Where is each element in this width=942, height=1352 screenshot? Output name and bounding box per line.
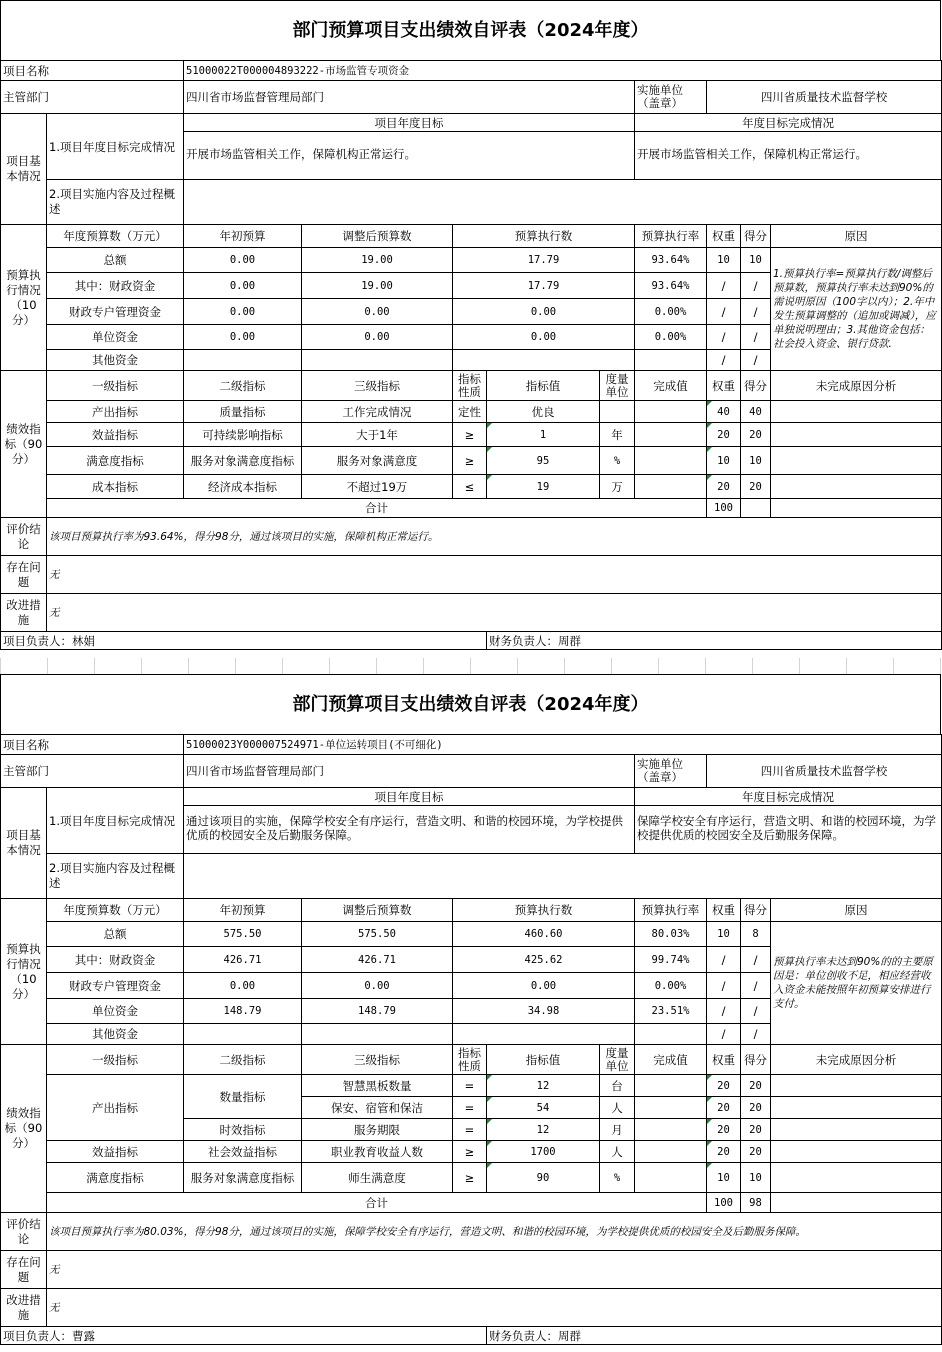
perf-header: 得分 (741, 1045, 771, 1075)
budget-cell: 17.79 (453, 273, 635, 299)
perf-header: 指标性质 (453, 371, 487, 401)
perf-header: 完成值 (635, 371, 707, 401)
dept-value: 四川省市场监督管理局部门 (184, 81, 635, 114)
project-name-label: 项目名称 (1, 61, 184, 81)
perf-cell: 满意度指标 (47, 447, 184, 475)
perf-cell: 成本指标 (47, 475, 184, 499)
budget-cell: 426.71 (184, 947, 302, 973)
budget-cell: 单位资金 (47, 999, 184, 1024)
perf-cell: 时效指标 (184, 1119, 302, 1141)
perf-cell: 20 (741, 1119, 771, 1141)
perf-row (1, 423, 942, 447)
budget-header: 调整后预算数 (302, 225, 453, 248)
budget-cell: 总额 (47, 922, 184, 947)
perf-cell: 台 (600, 1075, 635, 1097)
perf-cell (600, 401, 635, 423)
budget-cell: 148.79 (184, 999, 302, 1024)
perf-header: 权重 (707, 1045, 741, 1075)
budget-cell: 575.50 (302, 922, 453, 947)
budget-cell: 460.60 (453, 922, 635, 947)
budget-cell: 0.00 (302, 973, 453, 999)
budget-header: 预算执行率 (635, 225, 707, 248)
perf-cell (771, 1141, 942, 1163)
perf-cell (771, 1075, 942, 1097)
perf-cell: 20 (741, 423, 771, 447)
form-table (0, 734, 942, 1345)
owner-text: 项目负责人：林娟 (1, 632, 487, 650)
unit-label: 实施单位 （盖章） (635, 81, 707, 114)
dept-label: 主管部门 (1, 81, 184, 114)
perf-cell: 数量指标 (184, 1075, 302, 1119)
total-blank (771, 1193, 942, 1213)
budget-cell: 99.74% (635, 947, 707, 973)
budget-cell (635, 350, 707, 371)
budget-cell: 19.00 (302, 248, 453, 273)
basic-info-label: 项目基本情况 (1, 114, 47, 225)
budget-cell: 总额 (47, 248, 184, 273)
total-label: 合计 (47, 1193, 707, 1213)
issue-text: 无 (47, 1251, 942, 1289)
project-name-label: 项目名称 (1, 735, 184, 755)
budget-cell: / (707, 947, 741, 973)
budget-cell: 0.00 (302, 325, 453, 350)
perf-cell: 经济成本指标 (184, 475, 302, 499)
budget-cell: 0.00 (453, 973, 635, 999)
perf-cell: 效益指标 (47, 423, 184, 447)
project-name-value: 51000022T000004893222-市场监管专项资金 (184, 61, 942, 81)
budget-cell: 10 (707, 248, 741, 273)
goal-2-label: 2.项目实施内容及过程概述 (47, 854, 184, 899)
perf-cell (635, 423, 707, 447)
done-text: 保障学校安全有序运行，营造文明、和谐的校园环境，为学校提供优质的校园安全及后勤服务保障。 (635, 806, 942, 854)
budget-cell (635, 1024, 707, 1045)
budget-header: 权重 (707, 899, 741, 922)
budget-cell: 财政专户管理资金 (47, 299, 184, 325)
perf-cell: 产出指标 (47, 1075, 184, 1141)
goal-1-label: 1.项目年度目标完成情况 (47, 114, 184, 180)
budget-cell: 23.51% (635, 999, 707, 1024)
perf-cell: 19 (487, 475, 600, 499)
budget-header: 预算执行率 (635, 899, 707, 922)
budget-cell: 575.50 (184, 922, 302, 947)
perf-cell: 产出指标 (47, 401, 184, 423)
perf-cell (635, 447, 707, 475)
perf-header: 三级指标 (302, 371, 453, 401)
perf-cell: 人 (600, 1141, 635, 1163)
budget-cell: / (707, 1024, 741, 1045)
budget-cell: 0.00% (635, 299, 707, 325)
perf-cell: 服务对象满意度指标 (184, 447, 302, 475)
budget-cell: 426.71 (302, 947, 453, 973)
eval-text: 该项目预算执行率为80.03%，得分98分，通过该项目的实施，保障学校安全有序运行，营造文明、和谐的校园环境，为学校提供优质的校园安全及后勤服务保障。 (47, 1213, 942, 1251)
perf-cell: 万 (600, 475, 635, 499)
project-name-value: 51000023Y000007524971-单位运转项目(不可细化) (184, 735, 942, 755)
perf-cell: 20 (741, 1097, 771, 1119)
perf-cell: 12 (487, 1075, 600, 1097)
perf-cell: 12 (487, 1119, 600, 1141)
perf-row (1, 1075, 942, 1097)
budget-cell: 其中：财政资金 (47, 947, 184, 973)
perf-cell: 质量指标 (184, 401, 302, 423)
perf-cell (635, 1163, 707, 1193)
improve-text: 无 (47, 1289, 942, 1327)
unit-label: 实施单位 （盖章） (635, 755, 707, 788)
perf-cell: 社会效益指标 (184, 1141, 302, 1163)
perf-header: 一级指标 (47, 1045, 184, 1075)
budget-header: 年度预算数（万元） (47, 225, 184, 248)
budget-cell: 93.64% (635, 273, 707, 299)
perf-cell: = (453, 1119, 487, 1141)
perf-cell: % (600, 1163, 635, 1193)
perf-cell: 10 (707, 447, 741, 475)
perf-cell (635, 401, 707, 423)
done-text: 开展市场监管相关工作，保障机构正常运行。 (635, 132, 942, 180)
perf-cell: 1700 (487, 1141, 600, 1163)
budget-cell (302, 1024, 453, 1045)
budget-cell: 其中：财政资金 (47, 273, 184, 299)
perf-cell (771, 475, 942, 499)
improve-label: 改进措施 (1, 594, 47, 632)
perf-cell: 54 (487, 1097, 600, 1119)
perf-cell: 20 (707, 475, 741, 499)
perf-cell: 10 (741, 447, 771, 475)
perf-header: 二级指标 (184, 1045, 302, 1075)
perf-cell (771, 401, 942, 423)
budget-cell: / (707, 973, 741, 999)
perf-cell: 满意度指标 (47, 1163, 184, 1193)
perf-row (1, 475, 942, 499)
perf-cell: 服务对象满意度 (302, 447, 453, 475)
evaluation-form-1 (0, 0, 941, 658)
budget-cell: 148.79 (302, 999, 453, 1024)
done-header: 年度目标完成情况 (635, 788, 942, 806)
budget-cell: / (707, 273, 741, 299)
perf-cell (771, 1097, 942, 1119)
budget-cell: 80.03% (635, 922, 707, 947)
perf-cell: 服务期限 (302, 1119, 453, 1141)
budget-cell: / (707, 350, 741, 371)
perf-header: 二级指标 (184, 371, 302, 401)
budget-cell: / (707, 299, 741, 325)
budget-cell: 0.00 (453, 325, 635, 350)
budget-header: 原因 (771, 899, 942, 922)
total-blank (771, 499, 942, 518)
perf-cell (635, 475, 707, 499)
improve-text: 无 (47, 594, 942, 632)
budget-cell: 财政专户管理资金 (47, 973, 184, 999)
perf-cell: = (453, 1097, 487, 1119)
budget-cell: / (707, 999, 741, 1024)
perf-header: 未完成原因分析 (771, 371, 942, 401)
done-header: 年度目标完成情况 (635, 114, 942, 132)
issue-text: 无 (47, 556, 942, 594)
perf-cell: 职业教育收益人数 (302, 1141, 453, 1163)
perf-cell: 1 (487, 423, 600, 447)
form-title: 部门预算项目支出绩效自评表（2024年度） (0, 674, 941, 734)
perf-cell: 工作完成情况 (302, 401, 453, 423)
perf-row (1, 1163, 942, 1193)
budget-cell: / (741, 947, 771, 973)
perf-header: 三级指标 (302, 1045, 453, 1075)
perf-row (1, 447, 942, 475)
budget-cell: / (707, 325, 741, 350)
perf-header: 一级指标 (47, 371, 184, 401)
budget-header: 预算执行数 (453, 899, 635, 922)
perf-header: 得分 (741, 371, 771, 401)
budget-cell: 0.00 (184, 325, 302, 350)
perf-label: 绩效指标（90分） (1, 1045, 47, 1213)
budget-cell: 17.79 (453, 248, 635, 273)
perf-cell: 20 (707, 1097, 741, 1119)
form-table (0, 60, 942, 650)
budget-cell: / (741, 273, 771, 299)
budget-cell: 其他资金 (47, 350, 184, 371)
perf-cell (771, 423, 942, 447)
budget-row (1, 248, 942, 273)
perf-cell (771, 447, 942, 475)
perf-cell: 90 (487, 1163, 600, 1193)
budget-cell: 其他资金 (47, 1024, 184, 1045)
perf-cell: ≤ (453, 475, 487, 499)
budget-header: 权重 (707, 225, 741, 248)
owner-text: 项目负责人：曹露 (1, 1327, 487, 1345)
budget-cell: 单位资金 (47, 325, 184, 350)
budget-cell: 0.00 (184, 273, 302, 299)
perf-header: 度量单位 (600, 371, 635, 401)
budget-label: 预算执行情况（10分） (1, 225, 47, 371)
budget-header: 预算执行数 (453, 225, 635, 248)
perf-cell: 效益指标 (47, 1141, 184, 1163)
budget-cell: 34.98 (453, 999, 635, 1024)
perf-header: 权重 (707, 371, 741, 401)
goal-1-label: 1.项目年度目标完成情况 (47, 788, 184, 854)
perf-cell: 20 (741, 1141, 771, 1163)
perf-header: 未完成原因分析 (771, 1045, 942, 1075)
perf-header: 指标值 (487, 1045, 600, 1075)
total-weight: 100 (707, 1193, 741, 1213)
budget-header: 年初预算 (184, 225, 302, 248)
goal-2-text (184, 854, 942, 899)
budget-header: 得分 (741, 225, 771, 248)
perf-cell: 40 (741, 401, 771, 423)
unit-value: 四川省质量技术监督学校 (707, 755, 942, 788)
budget-cell (184, 1024, 302, 1045)
perf-cell: ≥ (453, 447, 487, 475)
perf-cell (635, 1075, 707, 1097)
perf-cell: 20 (707, 1075, 741, 1097)
perf-cell: 保安、宿管和保洁 (302, 1097, 453, 1119)
budget-cell: 0.00 (184, 973, 302, 999)
goal-text: 通过该项目的实施，保障学校安全有序运行，营造文明、和谐的校园环境，为学校提供优质的校园安全及后勤服务保障。 (184, 806, 635, 854)
perf-cell: 20 (707, 423, 741, 447)
perf-header: 指标值 (487, 371, 600, 401)
goal-text: 开展市场监管相关工作，保障机构正常运行。 (184, 132, 635, 180)
finance-text: 财务负责人：周群 (487, 632, 942, 650)
perf-row (1, 1141, 942, 1163)
budget-label: 预算执行情况（10分） (1, 899, 47, 1045)
evaluation-form-2 (0, 674, 941, 1352)
dept-value: 四川省市场监督管理局部门 (184, 755, 635, 788)
goal-2-text (184, 180, 942, 225)
budget-cell: 0.00 (184, 299, 302, 325)
budget-header: 年初预算 (184, 899, 302, 922)
total-score (741, 499, 771, 518)
perf-cell: 20 (707, 1119, 741, 1141)
goal-header: 项目年度目标 (184, 114, 635, 132)
perf-cell: 优良 (487, 401, 600, 423)
budget-cell: / (741, 350, 771, 371)
perf-label: 绩效指标（90分） (1, 371, 47, 518)
budget-cell (184, 350, 302, 371)
perf-cell: 不超过19万 (302, 475, 453, 499)
budget-header: 原因 (771, 225, 942, 248)
budget-cell: / (741, 973, 771, 999)
budget-cell: 425.62 (453, 947, 635, 973)
perf-cell: 服务对象满意度指标 (184, 1163, 302, 1193)
perf-cell: 40 (707, 401, 741, 423)
budget-cell: 93.64% (635, 248, 707, 273)
total-score: 98 (741, 1193, 771, 1213)
total-label: 合计 (47, 499, 707, 518)
perf-cell: 20 (741, 1075, 771, 1097)
perf-cell: 20 (707, 1141, 741, 1163)
budget-row (1, 922, 942, 947)
eval-text: 该项目预算执行率为93.64%，得分98分，通过该项目的实施，保障机构正常运行。 (47, 518, 942, 556)
budget-cell: 10 (741, 248, 771, 273)
perf-cell: 大于1年 (302, 423, 453, 447)
perf-cell: ≥ (453, 1141, 487, 1163)
budget-cell (302, 350, 453, 371)
budget-cell: / (741, 999, 771, 1024)
issue-label: 存在问题 (1, 556, 47, 594)
perf-cell: 20 (741, 475, 771, 499)
perf-cell: 师生满意度 (302, 1163, 453, 1193)
perf-cell: 10 (707, 1163, 741, 1193)
perf-header: 度量单位 (600, 1045, 635, 1075)
perf-cell: 定性 (453, 401, 487, 423)
issue-label: 存在问题 (1, 1251, 47, 1289)
form-title: 部门预算项目支出绩效自评表（2024年度） (0, 0, 941, 60)
budget-cell (453, 1024, 635, 1045)
perf-cell: ≥ (453, 1163, 487, 1193)
perf-cell: = (453, 1075, 487, 1097)
perf-cell: 智慧黑板数量 (302, 1075, 453, 1097)
perf-cell (635, 1119, 707, 1141)
budget-cell: 0.00 (184, 248, 302, 273)
perf-cell: 可持续影响指标 (184, 423, 302, 447)
perf-cell: % (600, 447, 635, 475)
budget-cell: 10 (707, 922, 741, 947)
budget-cell: / (741, 299, 771, 325)
perf-cell: 月 (600, 1119, 635, 1141)
eval-label: 评价结论 (1, 518, 47, 556)
unit-value: 四川省质量技术监督学校 (707, 81, 942, 114)
dept-label: 主管部门 (1, 755, 184, 788)
budget-cell (453, 350, 635, 371)
budget-reason: 预算执行率未达到90%的的主要原因是：单位创收不足，相应经营收入资金未能按照年初预算安排进行支付。 (771, 922, 942, 1045)
perf-row (1, 401, 942, 423)
budget-cell: 0.00 (453, 299, 635, 325)
budget-cell: 8 (741, 922, 771, 947)
perf-cell: ≥ (453, 423, 487, 447)
budget-cell: / (741, 325, 771, 350)
eval-label: 评价结论 (1, 1213, 47, 1251)
perf-header: 完成值 (635, 1045, 707, 1075)
perf-cell (771, 1119, 942, 1141)
basic-info-label: 项目基本情况 (1, 788, 47, 899)
improve-label: 改进措施 (1, 1289, 47, 1327)
budget-cell: 0.00 (302, 299, 453, 325)
goal-header: 项目年度目标 (184, 788, 635, 806)
total-weight: 100 (707, 499, 741, 518)
budget-reason: 1.预算执行率=预算执行数/调整后预算数，预算执行率未达到90%的需说明原因（100字以内）；2.年中发生预算调整的（追加或调减），应单独说明理由；3.其他资金包括：社会投入资金、银行贷款. (771, 248, 942, 371)
budget-cell: 19.00 (302, 273, 453, 299)
budget-cell: / (741, 1024, 771, 1045)
perf-header: 指标性质 (453, 1045, 487, 1075)
perf-cell (635, 1097, 707, 1119)
budget-header: 年度预算数（万元） (47, 899, 184, 922)
budget-header: 调整后预算数 (302, 899, 453, 922)
perf-cell (771, 1163, 942, 1193)
perf-cell: 年 (600, 423, 635, 447)
perf-cell: 95 (487, 447, 600, 475)
goal-2-label: 2.项目实施内容及过程概述 (47, 180, 184, 225)
perf-cell: 10 (741, 1163, 771, 1193)
perf-cell: 人 (600, 1097, 635, 1119)
perf-cell (635, 1141, 707, 1163)
budget-header: 得分 (741, 899, 771, 922)
sheet-gap (0, 658, 942, 674)
budget-cell: 0.00% (635, 325, 707, 350)
finance-text: 财务负责人：周群 (487, 1327, 942, 1345)
budget-cell: 0.00% (635, 973, 707, 999)
